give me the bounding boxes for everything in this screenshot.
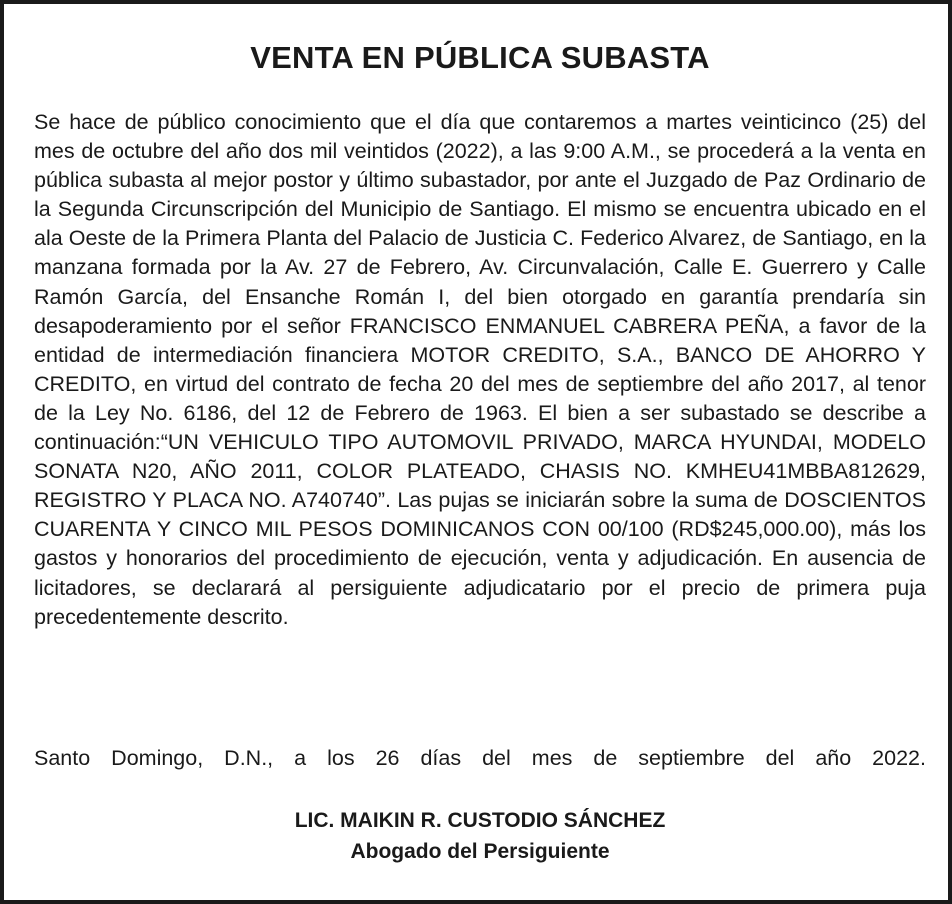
signatory-role: Abogado del Persiguiente [350, 840, 610, 863]
signature-block [4, 805, 952, 867]
notice-dateline: Santo Domingo, D.N., a los 26 días del mes de septiembre del año 2022. [34, 746, 926, 770]
notice-title: VENTA EN PÚBLICA SUBASTA [250, 40, 710, 75]
notice-body: Se hace de público conocimiento que el día que contaremos a martes veinticinco (25) del mes de octubre del año dos mil veintidos (2022), a las 9:00 A.M., se procederá a la venta en pública subasta al mejor postor y último subastador, por ante el Juzgado de Paz Ordinario de la Segunda Circunscripción del Municipio de Santiago. El mismo se encuentra ubicado en el ala Oeste de la Primera Planta del Palacio de Justicia C. Federico Alvarez, de Santiago, en la manzana formada por la Av. 27 de Febrero, Av. Circunvalación, Calle E. Guerrero y Calle Ramón García, del Ensanche Román I, del bien otorgado en garantía prendaría sin desapoderamiento por el señor FRANCISCO ENMANUEL CABRERA PEÑA, a favor de la entidad de intermediación financiera MOTOR CREDITO, S.A., BANCO DE AHORRO Y CREDITO, en virtud del contrato de fecha 20 del mes de septiembre del año 2017, al tenor de la Ley No. 6186, del 12 de Febrero de 1963. El bien a ser subastado se describe a continuación:“UN VEHICULO TIPO AUTOMOVIL PRIVADO, MARCA HYUNDAI, MODELO SONATA N20, AÑO 2011, COLOR PLATEADO, CHASIS NO. KMHEU41MBBA812629, REGISTRO Y PLACA NO. A740740”. Las pujas se iniciarán sobre la suma de DOSCIENTOS CUARENTA Y CINCO MIL PESOS DOMINICANOS CON 00/100 (RD$245,000.00), más los gastos y honorarios del procedimiento de ejecución, venta y adjudicación. En ausencia de licitadores, se declarará al persiguiente adjudicatario por el precio de primera puja precedentemente descrito. [34, 110, 926, 629]
signatory-name: LIC. MAIKIN R. CUSTODIO SÁNCHEZ [294, 809, 666, 832]
